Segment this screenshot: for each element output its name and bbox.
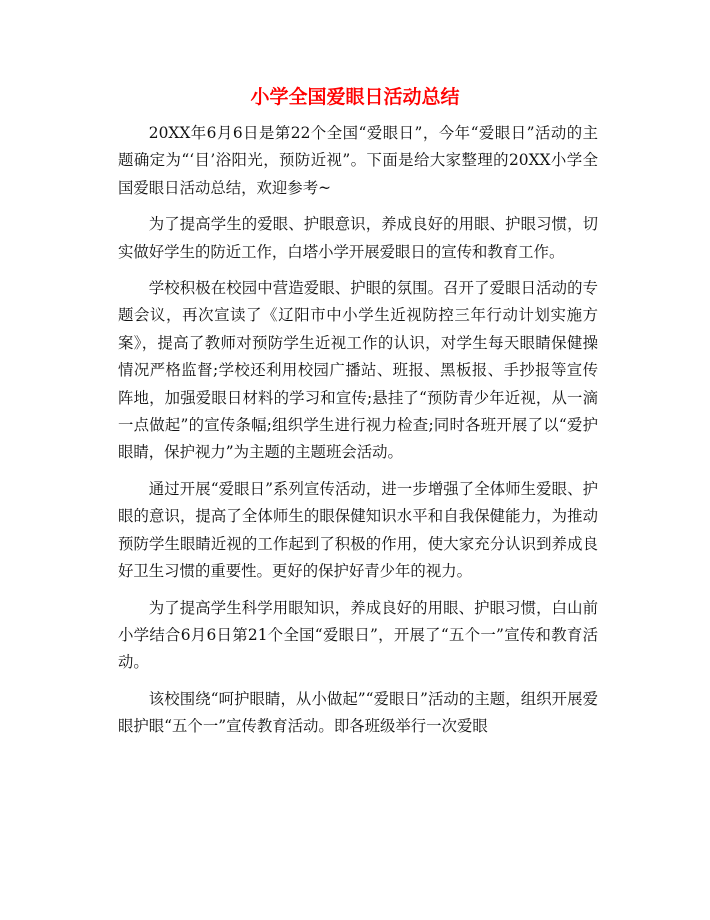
document-title: 小学全国爱眼日活动总结 <box>250 86 460 108</box>
paragraph-baishanqian: 为了提高学生科学用眼知识，养成良好的用眼、护眼习惯，白山前小学结合6月6日第21个全国“爱眼日”，开展了“五个一”宣传和教育活动。 <box>118 598 598 672</box>
paragraph-five-ones: 该校围绕“呵护眼睛，从小做起”“爱眼日”活动的主题，组织开展爱眼护眼“五个一”宣传教育活动。即各班级举行一次爱眼 <box>118 689 598 736</box>
paragraph-outcome: 通过开展“爱眼日”系列宣传活动，进一步增强了全体师生爱眼、护眼的意识，提高了全体师生的眼保健知识水平和自我保健能力，为推动预防学生眼睛近视的工作起到了积极的作用，使大家充分认识到养成良好卫生习惯的重要性。更好的保护好青少年的视力。 <box>118 479 598 581</box>
paragraph-purpose: 为了提高学生的爱眼、护眼意识，养成良好的用眼、护眼习惯，切实做好学生的防近工作，白塔小学开展爱眼日的宣传和教育工作。 <box>118 215 598 261</box>
paragraph-intro: 20XX年6月6日是第22个全国“爱眼日”，今年“爱眼日”活动的主题确定为“‘目’浴阳光，预防近视”。下面是给大家整理的20XX小学全国爱眼日活动总结，欢迎参考~ <box>118 124 598 197</box>
document-body <box>118 120 598 750</box>
paragraph-school-activities: 学校积极在校园中营造爱眼、护眼的氛围。召开了爱眼日活动的专题会议，再次宣读了《辽阳市中小学生近视防控三年行动计划实施方案》，提高了教师对预防学生近视工作的认识，对学生每天眼睛保健操情况严格监督;学校还利用校园广播站、班报、黑板报、手抄报等宣传阵地，加强爱眼日材料的学习和宣传;悬挂了“预防青少年近视，从一滴一点做起”的宣传条幅;组织学生进行视力检查;同时各班开展了以“爱护眼睛，保护视力”为主题的主题班会活动。 <box>118 279 598 462</box>
